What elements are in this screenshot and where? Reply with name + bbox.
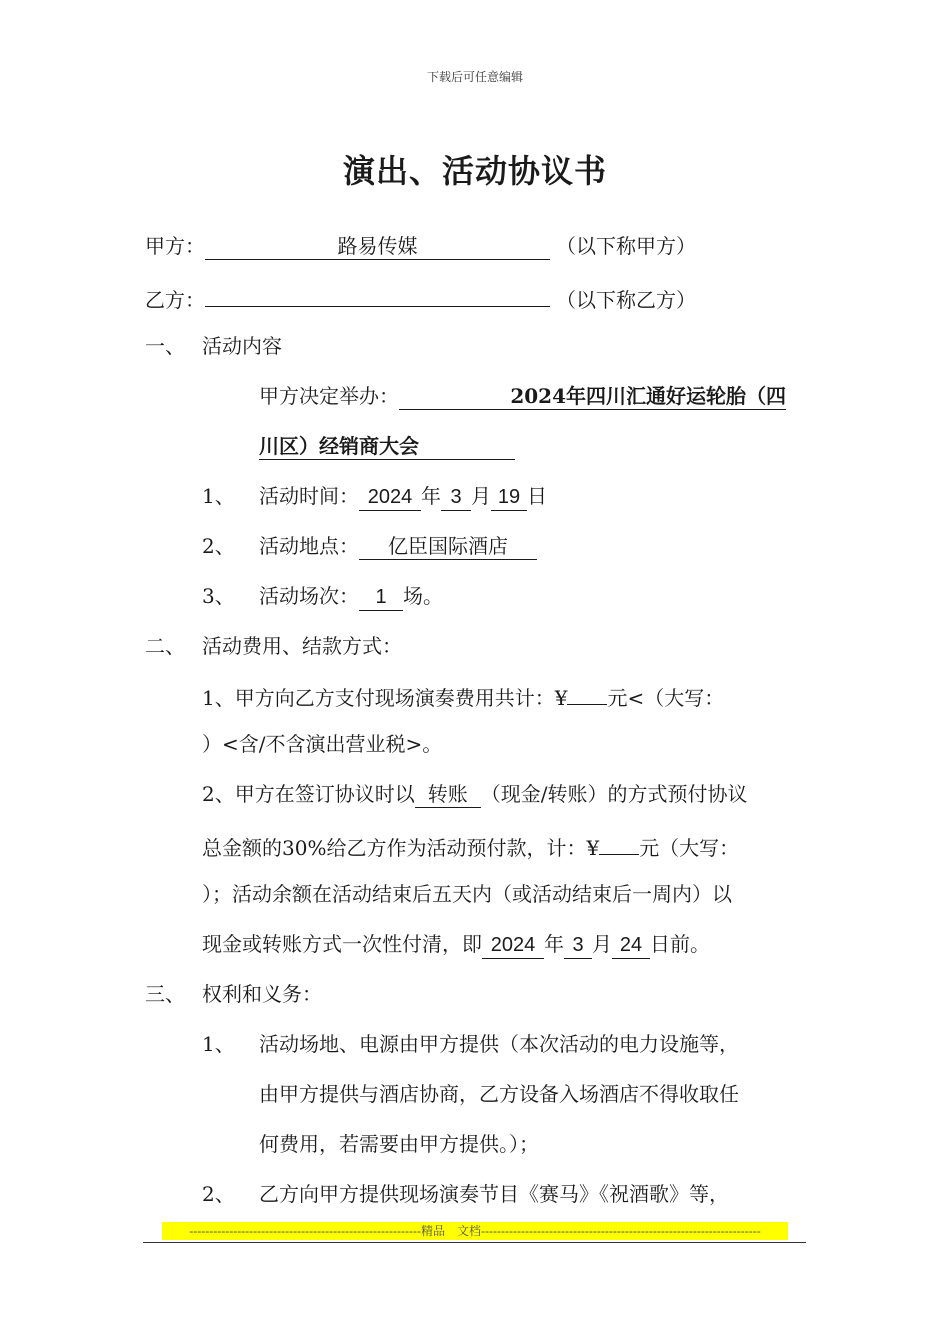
balance-month: 3 xyxy=(564,932,592,959)
fee-text-a: 1、甲方向乙方支付现场演奏费用共计：¥ xyxy=(202,686,568,710)
fee-text-b: 元<（大写： xyxy=(607,686,725,710)
item3-sessions xyxy=(259,580,443,612)
item2-label: 活动地点： xyxy=(259,534,359,558)
fee-amount-blank xyxy=(567,678,607,705)
party-b-line xyxy=(145,280,696,312)
balance-riqian: 日前。 xyxy=(650,932,710,956)
prepay-text-f: 现金或转账方式一次性付清，即 xyxy=(202,932,482,956)
event-venue: 亿臣国际酒店 xyxy=(359,533,537,560)
footer-dashes-right: ---------------------------------------------------------------------- xyxy=(481,1224,761,1238)
party-a-line xyxy=(145,230,696,262)
balance-year: 2024 xyxy=(482,932,544,959)
event-month: 3 xyxy=(441,484,471,511)
balance-yue: 月 xyxy=(592,932,612,956)
duty1-line1: 活动场地、电源由甲方提供（本次活动的电力设施等， xyxy=(259,1032,739,1056)
section2-num: 二、 xyxy=(145,634,185,658)
event-year: 2024 xyxy=(359,484,421,511)
footer-band xyxy=(162,1222,788,1240)
prepay-text-c: 总金额的30%给乙方作为活动预付款，计：¥ xyxy=(202,836,600,860)
item2-venue xyxy=(259,530,537,562)
balance-nian: 年 xyxy=(544,932,564,956)
fee-line1 xyxy=(202,678,724,710)
item1-label: 活动时间： xyxy=(259,484,359,508)
event-name-line1: 2024年四川汇通好运轮胎（四 xyxy=(399,383,786,410)
event-name-line2: 川区）经销商大会 xyxy=(259,433,515,460)
prepay-line1 xyxy=(202,778,747,810)
section1-intro-cont xyxy=(259,430,515,462)
section1-heading: 活动内容 xyxy=(202,334,282,358)
party-a-label: 甲方： xyxy=(145,234,205,258)
party-b-suffix: （以下称乙方） xyxy=(556,288,696,312)
party-b-name xyxy=(205,280,550,307)
section3-num: 三、 xyxy=(145,982,185,1006)
yue-text: 月 xyxy=(471,484,491,508)
nian-text: 年 xyxy=(421,484,441,508)
fee-text-c: ）<含/不含演出营业税>。 xyxy=(202,732,443,756)
duty2-num: 2、 xyxy=(202,1182,235,1206)
header-note: 下载后可任意编辑 xyxy=(426,70,523,84)
intro-label: 甲方决定举办： xyxy=(259,384,399,408)
footer-rule xyxy=(143,1242,806,1243)
ri-text: 日 xyxy=(527,484,547,508)
prepay-line2 xyxy=(202,828,739,860)
prepay-text-e: ）；活动余额在活动结束后五天内（或活动结束后一周内）以 xyxy=(202,882,732,906)
section1-num: 一、 xyxy=(145,334,185,358)
prepay-method: 转账 xyxy=(415,781,481,808)
item1-time xyxy=(259,480,547,512)
duty1-line3: 何费用，若需要由甲方提供。）； xyxy=(259,1132,539,1156)
item1-num: 1、 xyxy=(202,484,235,508)
duty2-line1: 乙方向甲方提供现场演奏节目《赛马》《祝酒歌》等， xyxy=(259,1182,729,1206)
session-unit: 场。 xyxy=(403,584,443,608)
item3-label: 活动场次： xyxy=(259,584,359,608)
footer-label: 精品 文档 xyxy=(421,1224,482,1238)
session-count: 1 xyxy=(359,584,403,611)
duty1-line2: 由甲方提供与酒店协商，乙方设备入场酒店不得收取任 xyxy=(259,1082,739,1106)
document-title: 演出、活动协议书 xyxy=(342,152,607,190)
event-day: 19 xyxy=(491,484,527,511)
prepay-line4 xyxy=(202,928,710,960)
duty1-num: 1、 xyxy=(202,1032,235,1056)
prepay-text-b: （现金/转账）的方式预付协议 xyxy=(480,782,748,806)
prepay-amount-blank xyxy=(599,828,639,855)
item2-num: 2、 xyxy=(202,534,235,558)
prepay-text-a: 2、甲方在签订协议时以 xyxy=(202,782,415,806)
footer-dashes-left: ---------------------------------------------------------- xyxy=(189,1224,422,1238)
item3-num: 3、 xyxy=(202,584,235,608)
prepay-text-d: 元（大写： xyxy=(639,836,740,860)
party-b-label: 乙方： xyxy=(145,288,205,312)
section1-intro xyxy=(259,380,786,412)
party-a-name: 路易传媒 xyxy=(205,233,550,260)
section2-heading: 活动费用、结款方式： xyxy=(202,634,402,658)
section3-heading: 权利和义务： xyxy=(202,982,322,1006)
party-a-suffix: （以下称甲方） xyxy=(556,234,696,258)
balance-day: 24 xyxy=(612,932,650,959)
